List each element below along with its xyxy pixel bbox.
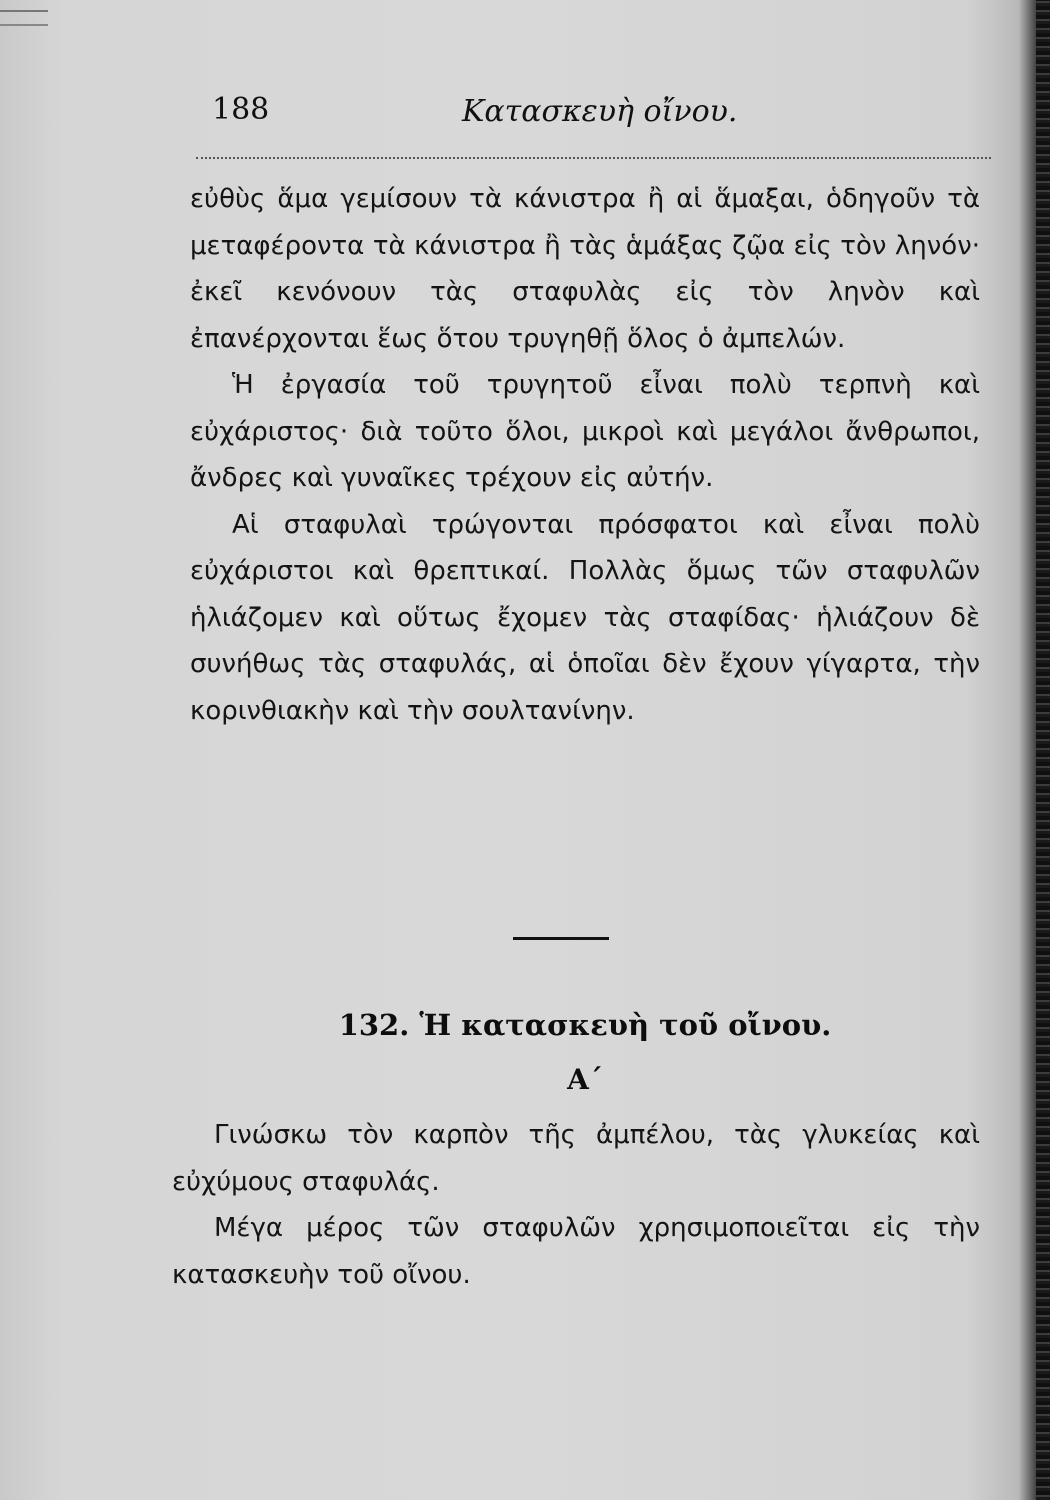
section-body <box>172 1112 980 1298</box>
paragraph: Ἡ ἐργασία τοῦ τρυγητοῦ εἶναι πολὺ τερπνὴ καὶ εὐχάριστος· διὰ τοῦτο ὅλοι, μικροὶ καὶ μεγάλοι ἄνθρωποι, ἄνδρες καὶ γυναῖκες τρέχουν εἰς αὐτήν. <box>190 370 980 493</box>
section-subheading: Α΄ <box>567 1063 603 1096</box>
section-heading: 132. Ἡ κατασκευὴ τοῦ οἴνου. <box>338 1008 832 1042</box>
page-number: 188 <box>212 92 270 127</box>
page-header <box>212 92 987 142</box>
book-edge <box>1036 0 1050 1500</box>
header-rule <box>196 157 991 159</box>
scan-corner-mark <box>0 10 48 26</box>
paragraph: Μέγα μέρος τῶν σταφυλῶν χρησιμοποιεῖται εἰς τὴν κατασκευὴν τοῦ οἴνου. <box>172 1213 980 1290</box>
paragraph: Αἱ σταφυλαὶ τρώγονται πρόσφατοι καὶ εἶναι πολὺ εὐχάριστοι καὶ θρεπτικαί. Πολλὰς ὅμως τῶν σταφυλῶν ἡλιάζομεν καὶ οὕτως ἔχομεν τὰς σταφίδας· ἡλιάζουν δὲ συνήθως τὰς σταφυλάς, αἱ ὁποῖαι δὲν ἔχουν γίγαρτα, τὴν κορινθιακὴν καὶ τὴν σουλτανίνην. <box>190 509 980 726</box>
body-text <box>190 176 980 734</box>
paragraph: εὐθὺς ἅμα γεμίσουν τὰ κάνιστρα ἢ αἱ ἅμαξαι, ὁδηγοῦν τὰ μεταφέροντα τὰ κάνιστρα ἢ τὰς ἁμάξας ζῷα εἰς τὸν ληνόν· ἐκεῖ κενόνουν τὰς σταφυλὰς εἰς τὸν ληνὸν καὶ ἐπανέρχονται ἕως ὅτου τρυγηθῇ ὅλος ὁ ἀμπελών. <box>190 184 980 354</box>
paragraph: Γινώσκω τὸν καρπὸν τῆς ἀμπέλου, τὰς γλυκείας καὶ εὐχύμους σταφυλάς. <box>172 1120 980 1197</box>
section-separator <box>513 937 609 940</box>
running-title: Κατασκευὴ οἴνου. <box>462 94 738 129</box>
